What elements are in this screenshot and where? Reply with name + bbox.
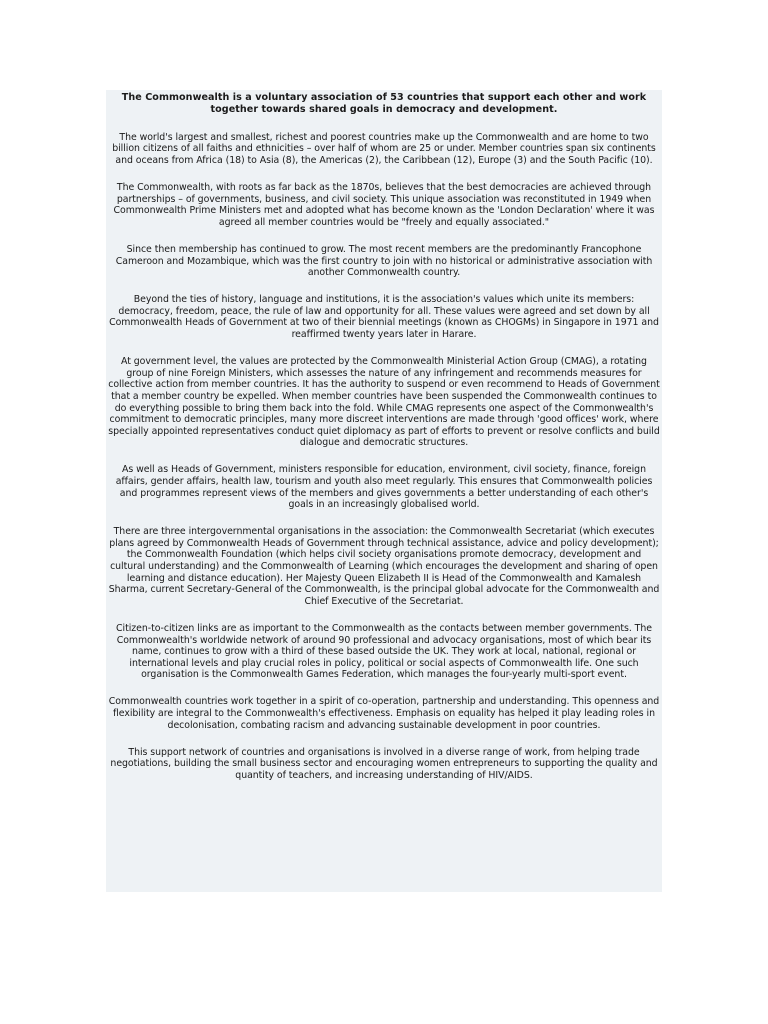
- paragraph-membership: The world's largest and smallest, richest and poorest countries make up the Commonwealth and are home to two billion citizens of all faiths and ethnicities – over half of whom are 25 or under. Member countries span six continents and oceans from Africa (18) to Asia (8), the Americas (2), the Caribbean (12), Europe (3) and the South Pacific (10).: [112, 131, 656, 166]
- document-heading: The Commonwealth is a voluntary association of 53 countries that support each other and work together towards shared goals in democracy and development.: [121, 92, 647, 116]
- paragraph-organisations: There are three intergovernmental organisations in the association: the Commonwealth Secretariat (which executes plans agreed by Commonwealth Heads of Government through technical assistance, advice and policy development); the Commonwealth Foundation (which helps civil society organisations promote democracy, development and cultural understanding) and the Commonwealth of Learning (which encourages the development and sharing of open learning and distance education). Her Majesty Queen Elizabeth II is Head of the Commonwealth and Kamalesh Sharma, current Secretary-General of the Commonwealth, is the principal global advocate for the Commonwealth and Chief Executive of the Secretariat.: [108, 526, 660, 607]
- paragraph-support-network: This support network of countries and organisations is involved in a diverse range of work, from helping trade negotiations, building the small business sector and encouraging women entrepreneurs to supporting the quality and quantity of teachers, and increasing understanding of HIV/AIDS.: [110, 746, 658, 781]
- paragraph-citizen-links: Citizen-to-citizen links are as important to the Commonwealth as the contacts between member governments. The Commonwealth's worldwide network of around 90 professional and advocacy organisations, most of which bear its name, continues to grow with a third of these based outside the UK. They work at local, national, regional or international levels and play crucial roles in policy, political or social aspects of Commonwealth life. One such organisation is the Commonwealth Games Federation, which manages the four-yearly multi-sport event.: [116, 622, 652, 681]
- paragraph-recent-members: Since then membership has continued to grow. The most recent members are the predominantly Francophone Cameroon and Mozambique, which was the first country to join with no historical or administrative association with another Commonwealth country.: [115, 243, 653, 279]
- paragraph-cmag: At government level, the values are protected by the Commonwealth Ministerial Action Group (CMAG), a rotating group of nine Foreign Ministers, which assesses the nature of any infringement and recommends measures for collective action from member countries. It has the authority to suspend or even recommend to Heads of Government that a member country be expelled. When member countries have been suspended the Commonwealth continues to do everything possible to bring them back into the fold. While CMAG represents one aspect of the Commonwealth's commitment to democratic principles, many more discreet interventions are made through 'good offices' work, where specially appointed representatives conduct quiet diplomacy as part of efforts to prevent or resolve conflicts and build dialogue and democratic structures.: [108, 356, 660, 449]
- paragraph-history: The Commonwealth, with roots as far back as the 1870s, believes that the best democracies are achieved through partnerships – of governments, business, and civil society. This unique association was reconstituted in 1949 when Commonwealth Prime Ministers met and adopted what has become known as the 'London Declaration' where it was agreed all member countries would be "freely and equally associated.": [113, 182, 655, 228]
- paragraph-ministers: As well as Heads of Government, ministers responsible for education, environment, civil society, finance, foreign affairs, gender affairs, health law, tourism and youth also meet regularly. This ensures that Commonwealth policies and programmes represent views of the members and gives governments a better understanding of each other's goals in an increasingly globalised world.: [115, 464, 653, 511]
- paragraph-values: Beyond the ties of history, language and institutions, it is the association's values which unite its members: democracy, freedom, peace, the rule of law and opportunity for all. These values were agreed and set down by all Commonwealth Heads of Government at two of their biennial meetings (known as CHOGMs) in Singapore in 1971 and reaffirmed twenty years later in Harare.: [109, 294, 659, 341]
- document-page: [106, 90, 662, 892]
- paragraph-cooperation: Commonwealth countries work together in a spirit of co-operation, partnership and understanding. This openness and flexibility are integral to the Commonwealth's effectiveness. Emphasis on equality has helped it play leading roles in decolonisation, combating racism and advancing sustainable development in poor countries.: [108, 696, 660, 731]
